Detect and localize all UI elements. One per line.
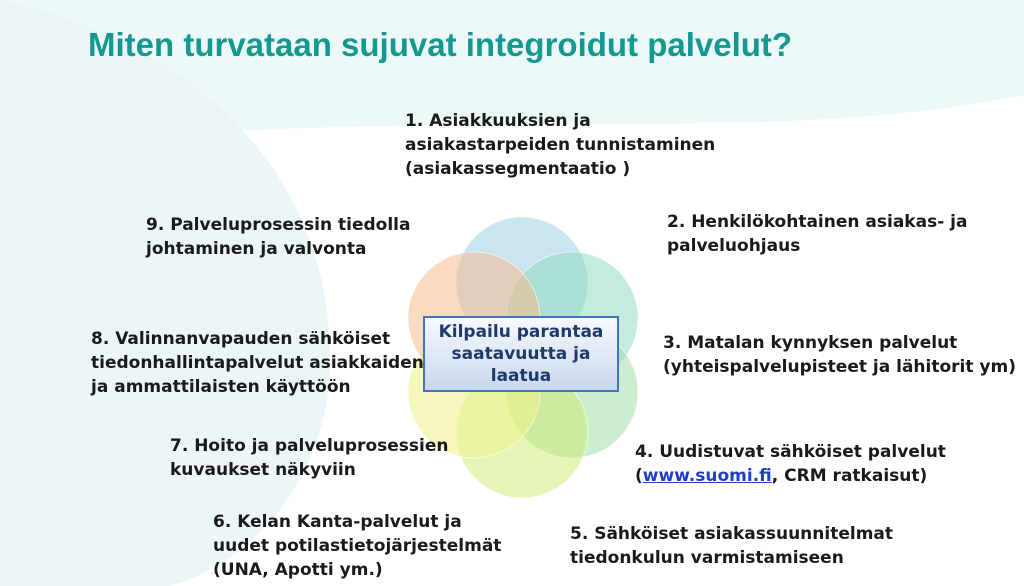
item-5: 5. Sähköiset asiakassuunnitelmat tiedonkulun varmistamiseen [570, 524, 894, 568]
center-label: Kilpailu parantaa saatavuutta ja laatua [438, 322, 604, 386]
item-9: 9. Palveluprosessin tiedolla johtaminen ja valvonta [146, 215, 411, 259]
item-7: 7. Hoito ja palveluprosessien kuvaukset näkyviin [170, 436, 449, 480]
suomi-fi-link[interactable]: www.suomi.fi [642, 466, 772, 486]
center-box [423, 316, 619, 392]
item-3 [663, 331, 1016, 379]
item-4 [635, 440, 946, 488]
item-4-suffix: , CRM ratkaisut) [771, 466, 928, 486]
item-8: 8. Valinnanvapauden sähköiset tiedonhallintapalvelut asiakkaiden ja ammattilaisten käyttöön [91, 329, 424, 397]
page-title: Miten turvataan sujuvat integroidut palvelut? [88, 26, 793, 63]
item-4-prefix: 4. Uudistuvat sähköiset palvelut ( [635, 442, 946, 486]
item-1: 1. Asiakkuuksien ja asiakastarpeiden tunnistaminen (asiakassegmentaatio ) [405, 111, 716, 179]
item-3-label: 3. Matalan kynnyksen palvelut (yhteispalvelupisteet ja lähitorit ym) [663, 333, 1016, 377]
item-2: 2. Henkilökohtainen asiakas- ja palveluohjaus [667, 212, 968, 256]
item-6: 6. Kelan Kanta-palvelut ja uudet potilastietojärjestelmät (UNA, Apotti ym.) [213, 512, 502, 580]
